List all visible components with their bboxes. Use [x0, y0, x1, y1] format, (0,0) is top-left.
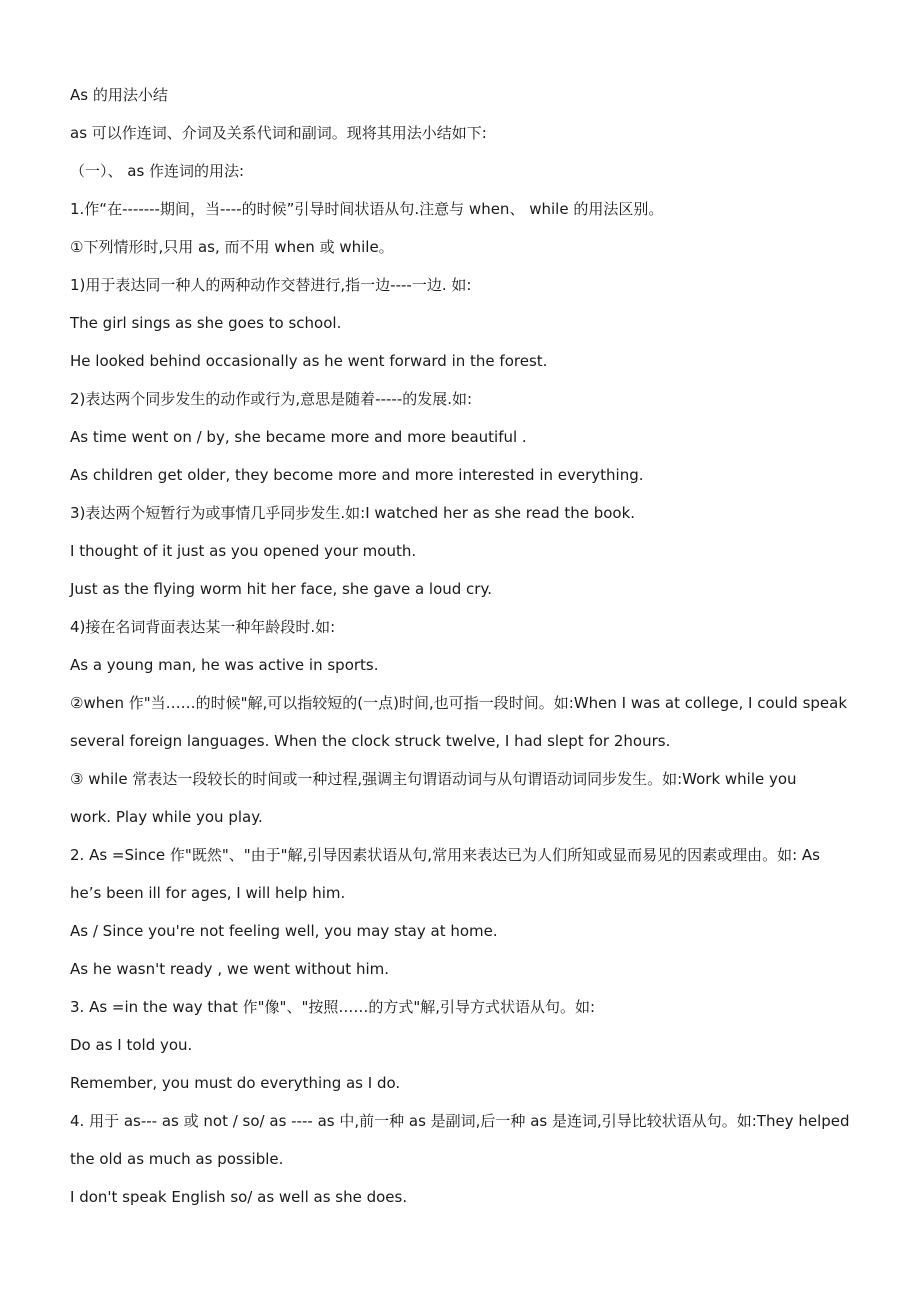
text-line: 1.作“在-------期间，当----的时候”引导时间状语从句.注意与 when、 while 的用法区别。: [70, 200, 664, 218]
example-sentence: As time went on / by, she became more and more beautiful .: [70, 428, 527, 446]
example-sentence: He looked behind occasionally as he went forward in the forest.: [70, 352, 548, 370]
example-sentence: As he wasn't ready , we went without him.: [70, 960, 389, 978]
intro-paragraph: as 可以作连词、介词及关系代词和副词。现将其用法小结如下:: [70, 124, 487, 142]
text-line: he’s been ill for ages, I will help him.: [70, 884, 346, 902]
example-sentence: Do as I told you.: [70, 1036, 193, 1054]
text-line: the old as much as possible.: [70, 1150, 284, 1168]
text-line: ①下列情形时,只用 as, 而不用 when 或 while。: [70, 238, 394, 256]
section-heading: （一）、 as 作连词的用法:: [70, 162, 245, 180]
example-sentence: As children get older, they become more and more interested in everything.: [70, 466, 644, 484]
example-sentence: Just as the flying worm hit her face, she gave a loud cry.: [70, 580, 492, 598]
example-sentence: As a young man, he was active in sports.: [70, 656, 379, 674]
text-line: 4. 用于 as--- as 或 not / so/ as ---- as 中,前一种 as 是副词,后一种 as 是连词,引导比较状语从句。如:They helped: [70, 1112, 850, 1130]
document-title: As 的用法小结: [70, 86, 168, 104]
example-sentence: I don't speak English so/ as well as she does.: [70, 1188, 408, 1206]
text-line: several foreign languages. When the clock struck twelve, I had slept for 2hours.: [70, 732, 671, 750]
text-line: 1)用于表达同一种人的两种动作交替进行,指一边----一边. 如:: [70, 276, 472, 294]
text-line: 3)表达两个短暂行为或事情几乎同步发生.如:I watched her as she read the book.: [70, 504, 636, 522]
text-line: 3. As =in the way that 作"像"、"按照……的方式"解,引导方式状语从句。如:: [70, 998, 596, 1016]
text-line: work. Play while you play.: [70, 808, 263, 826]
example-sentence: Remember, you must do everything as I do.: [70, 1074, 401, 1092]
text-line: ②when 作"当……的时候"解,可以指较短的(一点)时间,也可指一段时间。如:When I was at college, I could speak: [70, 694, 848, 712]
document-body: [70, 76, 875, 1216]
example-sentence: As / Since you're not feeling well, you may stay at home.: [70, 922, 498, 940]
text-line: ③ while 常表达一段较长的时间或一种过程,强调主句谓语动词与从句谓语动词同步发生。如:Work while you: [70, 770, 797, 788]
example-sentence: I thought of it just as you opened your mouth.: [70, 542, 417, 560]
text-line: 2. As =Since 作"既然"、"由于"解,引导因素状语从句,常用来表达已为人们所知或显而易见的因素或理由。如: As: [70, 846, 820, 864]
example-sentence: The girl sings as she goes to school.: [70, 314, 342, 332]
text-line: 4)接在名词背面表达某一种年龄段时.如:: [70, 618, 336, 636]
text-line: 2)表达两个同步发生的动作或行为,意思是随着-----的发展.如:: [70, 390, 473, 408]
